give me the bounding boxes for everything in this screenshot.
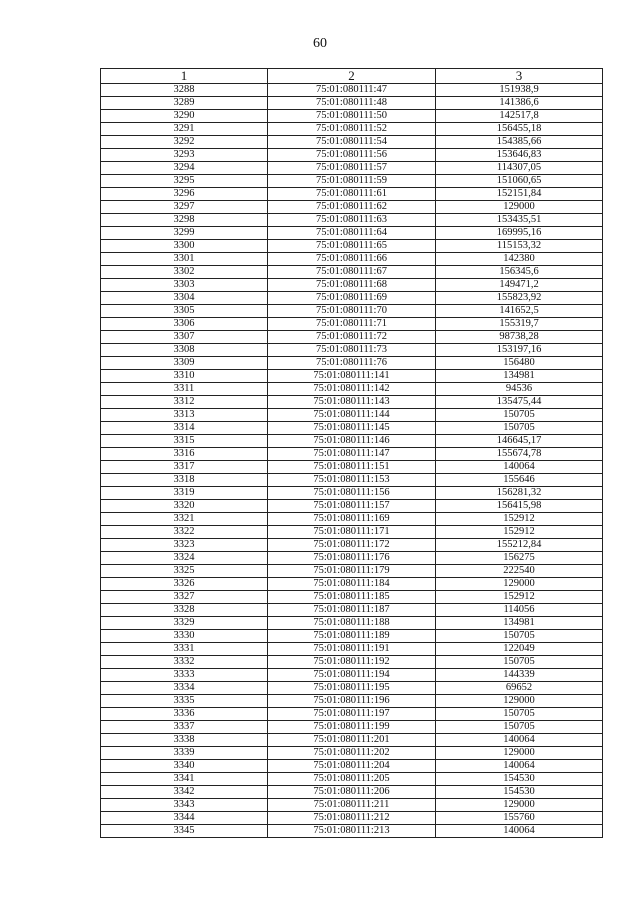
table-row — [101, 162, 603, 175]
table-row — [101, 773, 603, 786]
row-number-cell: 3332 — [101, 656, 268, 669]
value-cell: 156415,98 — [436, 500, 603, 513]
table-row — [101, 747, 603, 760]
table-row — [101, 357, 603, 370]
column-header-1: 1 — [101, 69, 268, 84]
value-cell: 154385,66 — [436, 136, 603, 149]
value-cell: 152912 — [436, 513, 603, 526]
row-number-cell: 3343 — [101, 799, 268, 812]
value-cell: 155646 — [436, 474, 603, 487]
cadastral-number-cell: 75:01:080111:199 — [268, 721, 436, 734]
value-cell: 153197,16 — [436, 344, 603, 357]
value-cell: 114056 — [436, 604, 603, 617]
row-number-cell: 3335 — [101, 695, 268, 708]
cadastral-number-cell: 75:01:080111:57 — [268, 162, 436, 175]
value-cell: 155212,84 — [436, 539, 603, 552]
row-number-cell: 3337 — [101, 721, 268, 734]
value-cell: 129000 — [436, 747, 603, 760]
page-number: 60 — [313, 36, 327, 51]
row-number-cell: 3326 — [101, 578, 268, 591]
value-cell: 114307,05 — [436, 162, 603, 175]
row-number-cell: 3304 — [101, 292, 268, 305]
cadastral-number-cell: 75:01:080111:179 — [268, 565, 436, 578]
cadastral-number-cell: 75:01:080111:187 — [268, 604, 436, 617]
row-number-cell: 3295 — [101, 175, 268, 188]
row-number-cell: 3296 — [101, 188, 268, 201]
data-table — [100, 68, 603, 838]
value-cell: 151060,65 — [436, 175, 603, 188]
value-cell: 153646,83 — [436, 149, 603, 162]
table-row — [101, 539, 603, 552]
table-row — [101, 474, 603, 487]
table-row — [101, 97, 603, 110]
row-number-cell: 3323 — [101, 539, 268, 552]
table-row — [101, 370, 603, 383]
row-number-cell: 3317 — [101, 461, 268, 474]
cadastral-number-cell: 75:01:080111:204 — [268, 760, 436, 773]
row-number-cell: 3334 — [101, 682, 268, 695]
table-row — [101, 643, 603, 656]
row-number-cell: 3339 — [101, 747, 268, 760]
row-number-cell: 3293 — [101, 149, 268, 162]
value-cell: 150705 — [436, 630, 603, 643]
cadastral-number-cell: 75:01:080111:73 — [268, 344, 436, 357]
cadastral-number-cell: 75:01:080111:52 — [268, 123, 436, 136]
table-row — [101, 825, 603, 838]
value-cell: 149471,2 — [436, 279, 603, 292]
value-cell: 155823,92 — [436, 292, 603, 305]
cadastral-number-cell: 75:01:080111:59 — [268, 175, 436, 188]
cadastral-number-cell: 75:01:080111:205 — [268, 773, 436, 786]
table-body — [101, 84, 603, 838]
row-number-cell: 3307 — [101, 331, 268, 344]
value-cell: 152151,84 — [436, 188, 603, 201]
table-row — [101, 500, 603, 513]
cadastral-number-cell: 75:01:080111:66 — [268, 253, 436, 266]
cadastral-number-cell: 75:01:080111:70 — [268, 305, 436, 318]
value-cell: 155760 — [436, 812, 603, 825]
value-cell: 151938,9 — [436, 84, 603, 97]
table-row — [101, 383, 603, 396]
value-cell: 154530 — [436, 786, 603, 799]
row-number-cell: 3314 — [101, 422, 268, 435]
table-row — [101, 526, 603, 539]
cadastral-number-cell: 75:01:080111:67 — [268, 266, 436, 279]
table-row — [101, 461, 603, 474]
cadastral-number-cell: 75:01:080111:185 — [268, 591, 436, 604]
table-row — [101, 214, 603, 227]
cadastral-number-cell: 75:01:080111:48 — [268, 97, 436, 110]
column-header-3: 3 — [436, 69, 603, 84]
cadastral-number-cell: 75:01:080111:144 — [268, 409, 436, 422]
cadastral-number-cell: 75:01:080111:169 — [268, 513, 436, 526]
value-cell: 156275 — [436, 552, 603, 565]
row-number-cell: 3338 — [101, 734, 268, 747]
table-row — [101, 409, 603, 422]
row-number-cell: 3298 — [101, 214, 268, 227]
cadastral-number-cell: 75:01:080111:151 — [268, 461, 436, 474]
cadastral-number-cell: 75:01:080111:195 — [268, 682, 436, 695]
cadastral-number-cell: 75:01:080111:65 — [268, 240, 436, 253]
cadastral-number-cell: 75:01:080111:194 — [268, 669, 436, 682]
value-cell: 140064 — [436, 825, 603, 838]
value-cell: 129000 — [436, 799, 603, 812]
cadastral-number-cell: 75:01:080111:213 — [268, 825, 436, 838]
row-number-cell: 3344 — [101, 812, 268, 825]
value-cell: 142380 — [436, 253, 603, 266]
value-cell: 152912 — [436, 526, 603, 539]
row-number-cell: 3321 — [101, 513, 268, 526]
table-row — [101, 552, 603, 565]
row-number-cell: 3329 — [101, 617, 268, 630]
table-row — [101, 344, 603, 357]
value-cell: 144339 — [436, 669, 603, 682]
table-row — [101, 188, 603, 201]
row-number-cell: 3299 — [101, 227, 268, 240]
cadastral-number-cell: 75:01:080111:188 — [268, 617, 436, 630]
table-row — [101, 110, 603, 123]
row-number-cell: 3327 — [101, 591, 268, 604]
cadastral-number-cell: 75:01:080111:201 — [268, 734, 436, 747]
table-row — [101, 617, 603, 630]
value-cell: 129000 — [436, 695, 603, 708]
row-number-cell: 3316 — [101, 448, 268, 461]
row-number-cell: 3313 — [101, 409, 268, 422]
table-row — [101, 695, 603, 708]
table-row — [101, 279, 603, 292]
value-cell: 146645,17 — [436, 435, 603, 448]
value-cell: 150705 — [436, 409, 603, 422]
row-number-cell: 3311 — [101, 383, 268, 396]
cadastral-number-cell: 75:01:080111:157 — [268, 500, 436, 513]
value-cell: 150705 — [436, 422, 603, 435]
table-row — [101, 786, 603, 799]
row-number-cell: 3340 — [101, 760, 268, 773]
value-cell: 140064 — [436, 734, 603, 747]
cadastral-number-cell: 75:01:080111:71 — [268, 318, 436, 331]
row-number-cell: 3330 — [101, 630, 268, 643]
table-row — [101, 604, 603, 617]
table-row — [101, 578, 603, 591]
table-row — [101, 487, 603, 500]
row-number-cell: 3303 — [101, 279, 268, 292]
row-number-cell: 3333 — [101, 669, 268, 682]
value-cell: 156455,18 — [436, 123, 603, 136]
table-row — [101, 760, 603, 773]
table-row — [101, 266, 603, 279]
row-number-cell: 3306 — [101, 318, 268, 331]
cadastral-number-cell: 75:01:080111:68 — [268, 279, 436, 292]
table-row — [101, 240, 603, 253]
table-row — [101, 721, 603, 734]
table-row — [101, 227, 603, 240]
value-cell: 134981 — [436, 617, 603, 630]
cadastral-number-cell: 75:01:080111:192 — [268, 656, 436, 669]
row-number-cell: 3301 — [101, 253, 268, 266]
row-number-cell: 3324 — [101, 552, 268, 565]
table-row — [101, 305, 603, 318]
table-row — [101, 591, 603, 604]
table-row — [101, 253, 603, 266]
cadastral-number-cell: 75:01:080111:72 — [268, 331, 436, 344]
value-cell: 150705 — [436, 708, 603, 721]
cadastral-number-cell: 75:01:080111:191 — [268, 643, 436, 656]
cadastral-number-cell: 75:01:080111:47 — [268, 84, 436, 97]
table-row — [101, 422, 603, 435]
table-row — [101, 123, 603, 136]
row-number-cell: 3302 — [101, 266, 268, 279]
table-row — [101, 318, 603, 331]
table-row — [101, 84, 603, 97]
value-cell: 152912 — [436, 591, 603, 604]
value-cell: 169995,16 — [436, 227, 603, 240]
cadastral-number-cell: 75:01:080111:63 — [268, 214, 436, 227]
cadastral-number-cell: 75:01:080111:69 — [268, 292, 436, 305]
value-cell: 150705 — [436, 721, 603, 734]
row-number-cell: 3309 — [101, 357, 268, 370]
header-row — [101, 69, 603, 84]
value-cell: 141652,5 — [436, 305, 603, 318]
cadastral-number-cell: 75:01:080111:172 — [268, 539, 436, 552]
row-number-cell: 3294 — [101, 162, 268, 175]
table-row — [101, 799, 603, 812]
row-number-cell: 3308 — [101, 344, 268, 357]
value-cell: 154530 — [436, 773, 603, 786]
cadastral-number-cell: 75:01:080111:211 — [268, 799, 436, 812]
row-number-cell: 3320 — [101, 500, 268, 513]
row-number-cell: 3288 — [101, 84, 268, 97]
table-header — [101, 69, 603, 84]
cadastral-number-cell: 75:01:080111:147 — [268, 448, 436, 461]
cadastral-number-cell: 75:01:080111:206 — [268, 786, 436, 799]
cadastral-number-cell: 75:01:080111:145 — [268, 422, 436, 435]
row-number-cell: 3322 — [101, 526, 268, 539]
table-row — [101, 708, 603, 721]
row-number-cell: 3315 — [101, 435, 268, 448]
value-cell: 140064 — [436, 461, 603, 474]
table-row — [101, 630, 603, 643]
row-number-cell: 3297 — [101, 201, 268, 214]
cadastral-number-cell: 75:01:080111:184 — [268, 578, 436, 591]
cadastral-number-cell: 75:01:080111:146 — [268, 435, 436, 448]
cadastral-number-cell: 75:01:080111:76 — [268, 357, 436, 370]
table-row — [101, 435, 603, 448]
cadastral-number-cell: 75:01:080111:142 — [268, 383, 436, 396]
cadastral-number-cell: 75:01:080111:189 — [268, 630, 436, 643]
value-cell: 222540 — [436, 565, 603, 578]
value-cell: 156480 — [436, 357, 603, 370]
value-cell: 140064 — [436, 760, 603, 773]
cadastral-number-cell: 75:01:080111:141 — [268, 370, 436, 383]
value-cell: 155674,78 — [436, 448, 603, 461]
value-cell: 153435,51 — [436, 214, 603, 227]
value-cell: 129000 — [436, 578, 603, 591]
cadastral-number-cell: 75:01:080111:61 — [268, 188, 436, 201]
value-cell: 135475,44 — [436, 396, 603, 409]
row-number-cell: 3300 — [101, 240, 268, 253]
value-cell: 69652 — [436, 682, 603, 695]
table-row — [101, 175, 603, 188]
value-cell: 141386,6 — [436, 97, 603, 110]
cadastral-number-cell: 75:01:080111:50 — [268, 110, 436, 123]
row-number-cell: 3305 — [101, 305, 268, 318]
value-cell: 155319,7 — [436, 318, 603, 331]
cadastral-number-cell: 75:01:080111:212 — [268, 812, 436, 825]
value-cell: 122049 — [436, 643, 603, 656]
table-row — [101, 734, 603, 747]
row-number-cell: 3289 — [101, 97, 268, 110]
table-row — [101, 812, 603, 825]
row-number-cell: 3310 — [101, 370, 268, 383]
value-cell: 129000 — [436, 201, 603, 214]
table-row — [101, 292, 603, 305]
row-number-cell: 3325 — [101, 565, 268, 578]
value-cell: 150705 — [436, 656, 603, 669]
table-row — [101, 136, 603, 149]
table-row — [101, 201, 603, 214]
row-number-cell: 3331 — [101, 643, 268, 656]
cadastral-number-cell: 75:01:080111:171 — [268, 526, 436, 539]
value-cell: 115153,32 — [436, 240, 603, 253]
value-cell: 98738,28 — [436, 331, 603, 344]
table-row — [101, 513, 603, 526]
table-row — [101, 331, 603, 344]
table-row — [101, 565, 603, 578]
cadastral-number-cell: 75:01:080111:156 — [268, 487, 436, 500]
table-row — [101, 682, 603, 695]
row-number-cell: 3345 — [101, 825, 268, 838]
column-header-2: 2 — [268, 69, 436, 84]
table-row — [101, 656, 603, 669]
table-row — [101, 396, 603, 409]
cadastral-number-cell: 75:01:080111:56 — [268, 149, 436, 162]
row-number-cell: 3342 — [101, 786, 268, 799]
cadastral-number-cell: 75:01:080111:197 — [268, 708, 436, 721]
cadastral-number-cell: 75:01:080111:64 — [268, 227, 436, 240]
cadastral-number-cell: 75:01:080111:62 — [268, 201, 436, 214]
row-number-cell: 3290 — [101, 110, 268, 123]
table-row — [101, 149, 603, 162]
value-cell: 142517,8 — [436, 110, 603, 123]
cadastral-number-cell: 75:01:080111:202 — [268, 747, 436, 760]
value-cell: 94536 — [436, 383, 603, 396]
table-row — [101, 448, 603, 461]
cadastral-number-cell: 75:01:080111:176 — [268, 552, 436, 565]
row-number-cell: 3312 — [101, 396, 268, 409]
row-number-cell: 3319 — [101, 487, 268, 500]
row-number-cell: 3291 — [101, 123, 268, 136]
value-cell: 134981 — [436, 370, 603, 383]
cadastral-number-cell: 75:01:080111:143 — [268, 396, 436, 409]
row-number-cell: 3328 — [101, 604, 268, 617]
row-number-cell: 3336 — [101, 708, 268, 721]
cadastral-number-cell: 75:01:080111:196 — [268, 695, 436, 708]
table-row — [101, 669, 603, 682]
row-number-cell: 3292 — [101, 136, 268, 149]
cadastral-number-cell: 75:01:080111:153 — [268, 474, 436, 487]
value-cell: 156345,6 — [436, 266, 603, 279]
value-cell: 156281,32 — [436, 487, 603, 500]
row-number-cell: 3318 — [101, 474, 268, 487]
cadastral-number-cell: 75:01:080111:54 — [268, 136, 436, 149]
row-number-cell: 3341 — [101, 773, 268, 786]
